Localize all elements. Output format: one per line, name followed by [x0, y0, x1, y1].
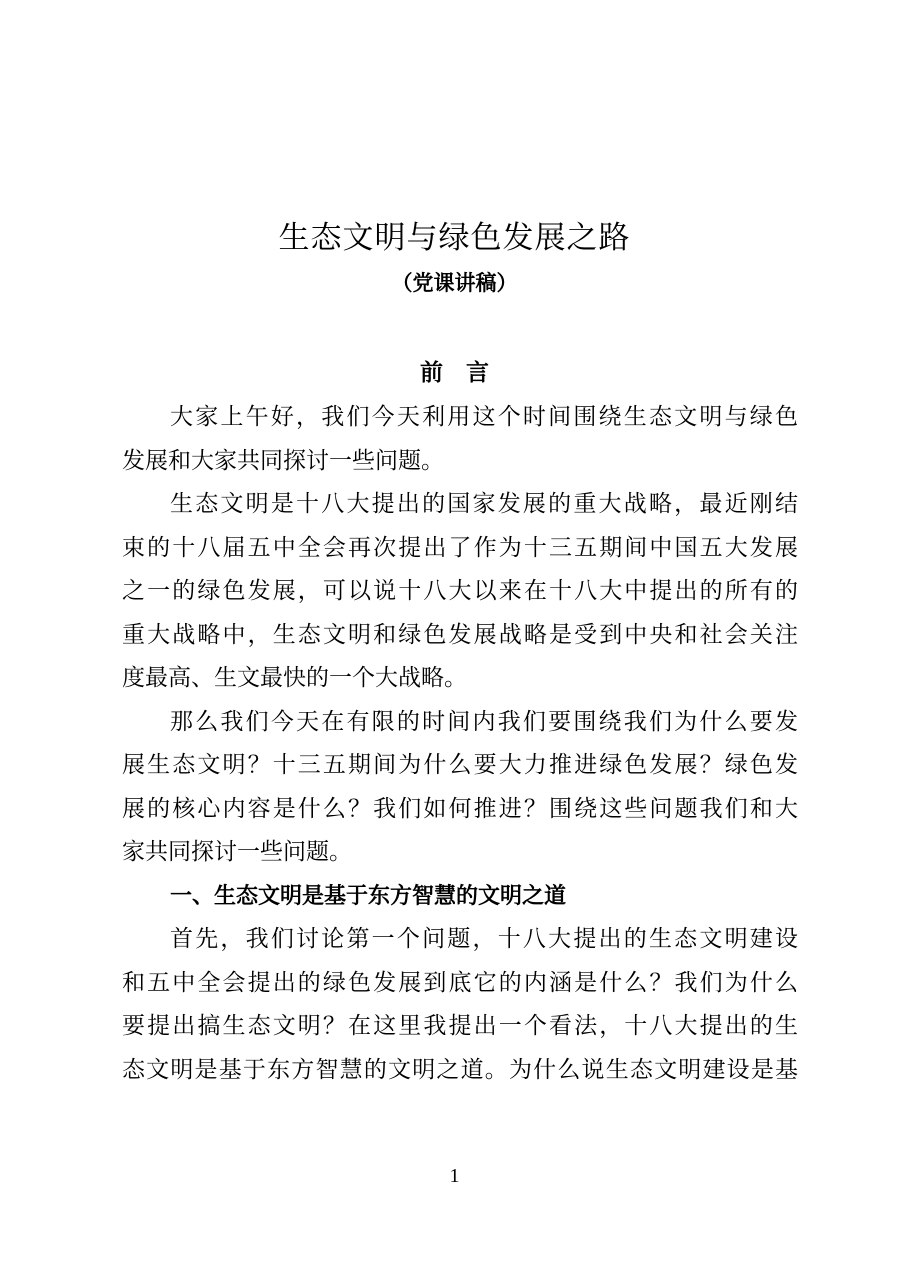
document-title: 生态文明与绿色发展之路: [278, 220, 631, 256]
paragraph-line: 和五中全会提出的绿色发展到底它的内涵是什么？我们为什么: [122, 969, 798, 996]
paragraph-line: 度最高、生文最快的一个大战略。: [122, 665, 467, 691]
paragraph-line: 束的十八届五中全会再次提出了作为十三五期间中国五大发展: [122, 534, 798, 561]
document-subtitle: （党课讲稿）: [391, 271, 518, 295]
paragraph-line: 之一的绿色发展，可以说十八大以来在十八大中提出的所有的: [122, 578, 798, 604]
paragraph-line: 重大战略中，生态文明和绿色发展战略是受到中央和社会关注: [122, 621, 798, 648]
paragraph-line: 要提出搞生态文明？在这里我提出一个看法，十八大提出的生: [122, 1013, 798, 1039]
paragraph-line: 大家上午好，我们今天利用这个时间围绕生态文明与绿色: [170, 404, 798, 430]
paragraph-line: 态文明是基于东方智慧的文明之道。为什么说生态文明建设是基: [122, 1056, 798, 1083]
paragraph-line: 首先，我们讨论第一个问题，十八大提出的生态文明建设: [170, 926, 798, 952]
paragraph-line: 生态文明是十八大提出的国家发展的重大战略，最近刚结: [170, 491, 798, 517]
paragraph-line: 发展和大家共同探讨一些问题。: [122, 447, 444, 474]
paragraph-line: 展生态文明？十三五期间为什么要大力推进绿色发展？绿色发: [122, 752, 798, 778]
section-heading-preface: 前 言: [420, 360, 489, 386]
document-body: [122, 396, 798, 1092]
page-number: 1: [449, 1165, 460, 1187]
subheading-section-one: 一、生态文明是基于东方智慧的文明之道: [170, 883, 567, 909]
paragraph-line: 那么我们今天在有限的时间内我们要围绕我们为什么要发: [170, 708, 798, 735]
paragraph-line: 展的核心内容是什么？我们如何推进？围绕这些问题我们和大: [122, 795, 798, 822]
paragraph-line: 家共同探讨一些问题。: [122, 839, 352, 865]
